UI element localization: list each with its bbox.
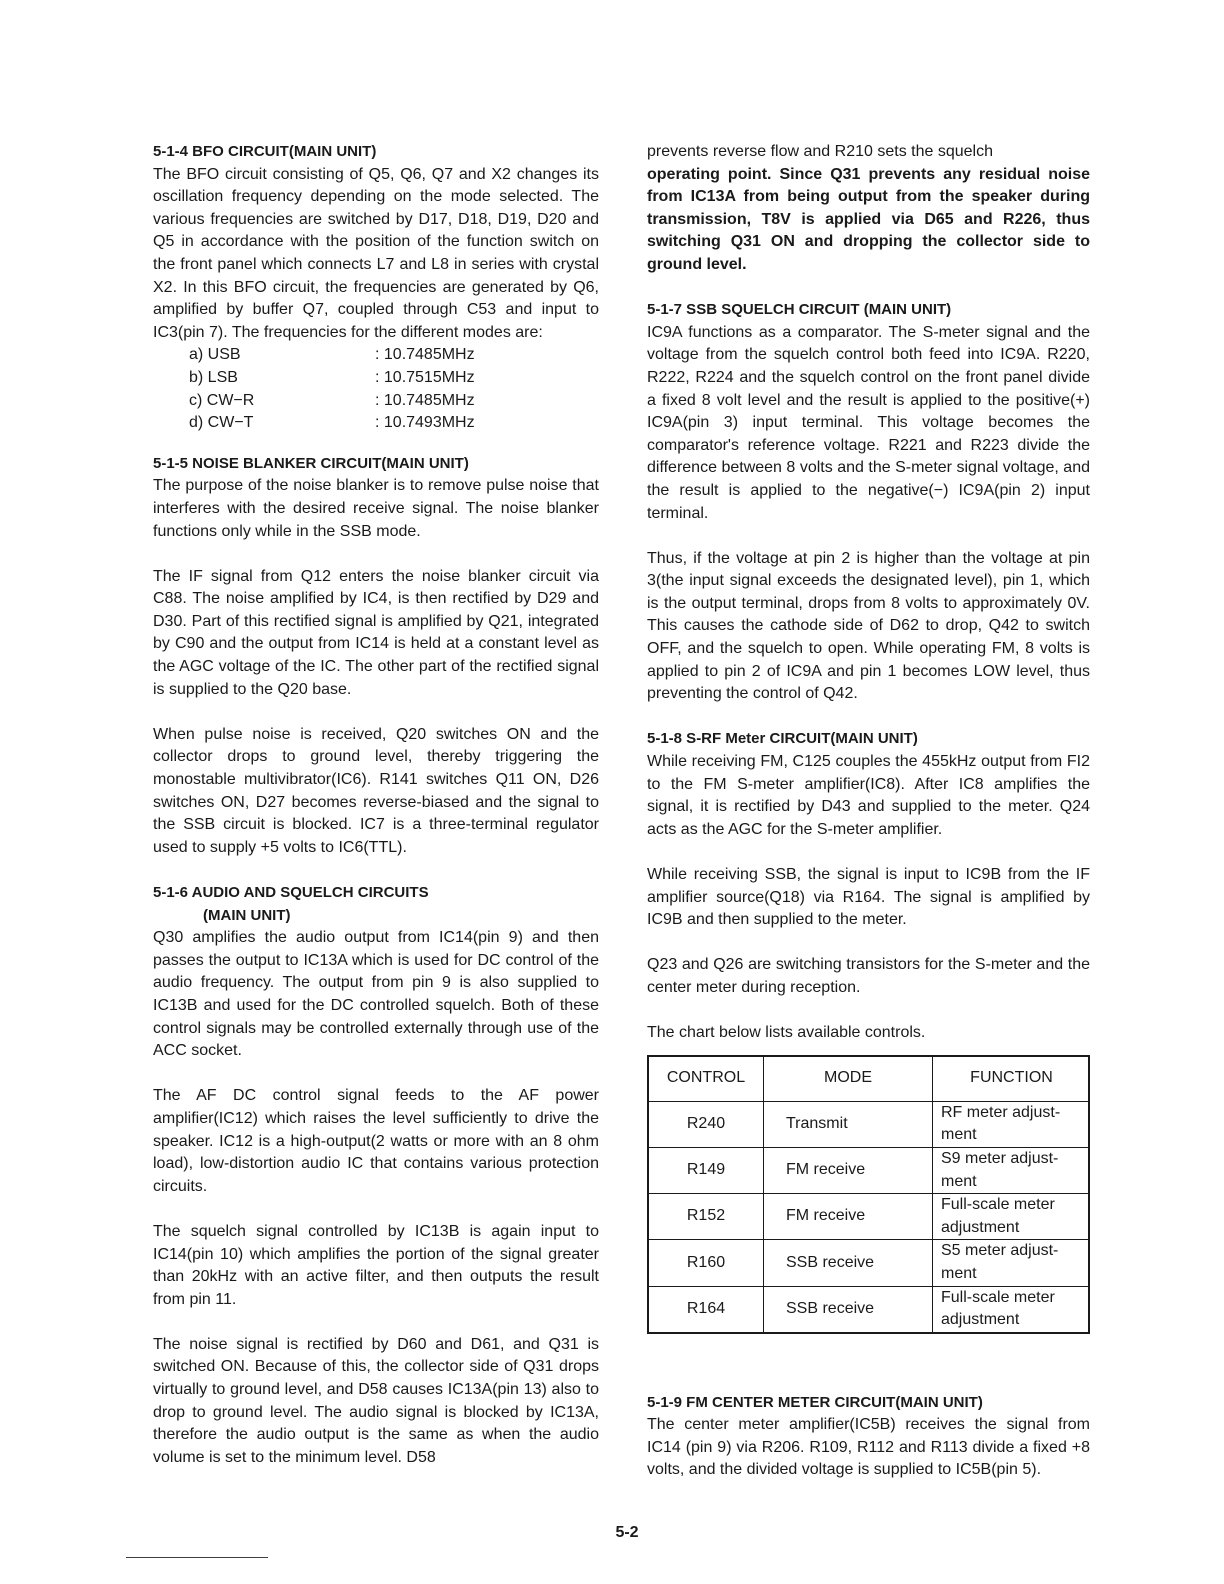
frequency-mode: c) CW−R <box>189 391 255 409</box>
controls-table <box>647 1055 1090 1334</box>
section-heading-ssb-squelch: 5-1-7 SSB SQUELCH CIRCUIT (MAIN UNIT) <box>647 301 952 319</box>
table-row <box>648 1194 1089 1240</box>
bfo-frequency-list <box>189 344 599 434</box>
section-heading-noise-blanker: 5-1-5 NOISE BLANKER CIRCUIT(MAIN UNIT) <box>153 454 469 472</box>
section-heading-s-rf-meter: 5-1-8 S-RF Meter CIRCUIT(MAIN UNIT) <box>647 730 918 748</box>
function-cell: Full-scale meter adjustment <box>933 1286 1090 1333</box>
table-row <box>648 1240 1089 1286</box>
frequency-mode: b) LSB <box>189 368 238 386</box>
function-cell: S5 meter adjust-ment <box>933 1240 1090 1286</box>
ssb-squelch-paragraph-1: IC9A functions as a comparator. The S-meter signal and the voltage from the squelch control both feed into IC9A. R220, R222, R224 and the squelch control on the front panel divide a fixed 8 volt level and the result is applied to the positive(+) IC9A(pin 3) input terminal. This voltage becomes the comparator's reference voltage. R221 and R223 divide the difference between 8 volts and the S-meter signal voltage, and the result is applied to the negative(−) IC9A(pin 2) input terminal. <box>647 323 1090 522</box>
audio-paragraph-4: The noise signal is rectified by D60 and D61, and Q31 is switched ON. Because of this, the collector side of Q31 drops virtually to ground level, and D58 causes IC13A(pin 13) also to drop to ground level. The audio signal is blocked by IC13A, therefore the audio output is the same as when the audio volume is set to the minimum level. D58 <box>153 1335 599 1466</box>
mode-cell: FM receive <box>764 1194 933 1240</box>
section-heading-audio-squelch: 5-1-6 AUDIO AND SQUELCH CIRCUITS <box>153 884 429 901</box>
frequency-value: : 10.7485MHz <box>375 346 475 364</box>
section-heading-bfo: 5-1-4 BFO CIRCUIT(MAIN UNIT) <box>153 143 377 160</box>
noise-blanker-paragraph-2: The IF signal from Q12 enters the noise blanker circuit via C88. The noise amplified by IC4, is then rectified by D29 and D30. Part of this rectified signal is amplified by Q21, integrated by C90 and the output from IC14 is held at a constant level as the AGC voltage of the IC. The other part of the rectified signal is supplied to the Q20 base. <box>153 567 599 698</box>
table-header-cell: FUNCTION <box>933 1056 1090 1102</box>
fm-center-meter-paragraph: The center meter amplifier(IC5B) receives the signal from IC14 (pin 9) via R206. R109, R112 and R113 divide a fixed +8 volts, and the divided voltage is supplied to IC5B(pin 5). <box>647 1416 1090 1479</box>
frequency-row <box>189 344 599 367</box>
function-cell: RF meter adjust-ment <box>933 1101 1090 1147</box>
left-column <box>153 141 599 1469</box>
frequency-value: : 10.7515MHz <box>375 368 475 386</box>
bfo-paragraph: The BFO circuit consisting of Q5, Q6, Q7 and X2 changes its oscillation frequency depending on the mode selected. The various frequencies are switched by D17, D18, D19, D20 and Q5 in accordance with the position of the function switch on the front panel which connects L7 and L8 in series with crystal X2. In this BFO circuit, the frequencies are generated by Q6, amplified by buffer Q7, coupled through C53 and input to IC3(pin 7). The frequencies for the different modes are: <box>153 165 599 341</box>
table-row <box>648 1101 1089 1147</box>
s-rf-meter-paragraph-3: Q23 and Q26 are switching transistors for the S-meter and the center meter during reception. <box>647 956 1090 996</box>
page-number: 5-2 <box>615 1524 639 1541</box>
s-rf-meter-paragraph-2: While receiving SSB, the signal is input to IC9B from the IF amplifier source(Q18) via R164. The signal is amplified by IC9B and then supplied to the meter. <box>647 866 1090 929</box>
frequency-row <box>189 390 599 413</box>
frequency-mode: d) CW−T <box>189 414 254 432</box>
mode-cell: Transmit <box>764 1101 933 1147</box>
noise-blanker-paragraph-3: When pulse noise is received, Q20 switches ON and the collector drops to ground level, thereby triggering the monostable multivibrator(IC6). R141 switches Q11 ON, D26 switches ON, D27 becomes reverse-biased and the signal to the SSB circuit is blocked. IC7 is a three-terminal regulator used to supply +5 volts to IC6(TTL). <box>153 725 599 856</box>
noise-blanker-paragraph-1: The purpose of the noise blanker is to remove pulse noise that interferes with the desired receive signal. The noise blanker functions only while in the SSB mode. <box>153 477 599 540</box>
mode-cell: SSB receive <box>764 1240 933 1286</box>
frequency-value: : 10.7485MHz <box>375 391 475 409</box>
continued-paragraph: operating point. Since Q31 prevents any residual noise from IC13A from being output from the speaker during transmission, T8V is applied via D65 and R226, thus switching Q31 ON and dropping the collector side to ground level. <box>647 165 1090 273</box>
audio-paragraph-1: Q30 amplifies the audio output from IC14(pin 9) and then passes the output to IC13A which is used for DC control of the audio frequency. The output from pin 9 is also supplied to IC13B and used for the DC controlled squelch. Both of these control signals may be controlled externally through use of the ACC socket. <box>153 929 599 1060</box>
ssb-squelch-paragraph-2: Thus, if the voltage at pin 2 is higher than the voltage at pin 3(the input signal exceeds the designated level), pin 1, which is the output terminal, drops from 8 volts to approximately 0V. This causes the cathode side of D62 to drop, Q42 to switch OFF, and the squelch to open. While operating FM, 8 volts is applied to pin 2 of IC9A and pin 1 becomes LOW level, thus preventing the control of Q42. <box>647 549 1090 703</box>
right-column <box>647 141 1090 1482</box>
control-cell: R152 <box>648 1194 764 1240</box>
function-cell: Full-scale meter adjustment <box>933 1194 1090 1240</box>
table-header-row <box>648 1056 1089 1102</box>
s-rf-meter-paragraph-4: The chart below lists available controls. <box>647 1024 926 1042</box>
mode-cell: FM receive <box>764 1147 933 1193</box>
control-cell: R160 <box>648 1240 764 1286</box>
mode-cell: SSB receive <box>764 1286 933 1333</box>
control-cell: R240 <box>648 1101 764 1147</box>
audio-paragraph-3: The squelch signal controlled by IC13B is again input to IC14(pin 10) which amplifies the portion of the signal greater than 20kHz with an active filter, and then outputs the result from pin 11. <box>153 1222 599 1308</box>
frequency-row <box>189 412 599 435</box>
audio-paragraph-2: The AF DC control signal feeds to the AF power amplifier(IC12) which raises the level sufficiently to drive the speaker. IC12 is a high-output(2 watts or more with an 8 ohm load), low-distortion audio IC that contains various protection circuits. <box>153 1087 599 1195</box>
frequency-row <box>189 367 599 390</box>
control-cell: R149 <box>648 1147 764 1193</box>
section-heading-audio-squelch-unit: (MAIN UNIT) <box>203 906 291 924</box>
table-header-cell: MODE <box>764 1056 933 1102</box>
table-row <box>648 1286 1089 1333</box>
frequency-mode: a) USB <box>189 346 241 364</box>
section-heading-fm-center-meter: 5-1-9 FM CENTER METER CIRCUIT(MAIN UNIT) <box>647 1393 983 1411</box>
footer-rule <box>126 1557 268 1558</box>
table-row <box>648 1147 1089 1193</box>
control-cell: R164 <box>648 1286 764 1333</box>
function-cell: S9 meter adjust-ment <box>933 1147 1090 1193</box>
frequency-value: : 10.7493MHz <box>375 414 475 432</box>
table-header-cell: CONTROL <box>648 1056 764 1102</box>
continued-paragraph-line: prevents reverse flow and R210 sets the squelch <box>647 143 993 160</box>
s-rf-meter-paragraph-1: While receiving FM, C125 couples the 455kHz output from FI2 to the FM S-meter amplifier(IC8). After IC8 amplifies the signal, it is rectified by D43 and supplied to the meter. Q24 acts as the AGC for the S-meter amplifier. <box>647 753 1090 838</box>
